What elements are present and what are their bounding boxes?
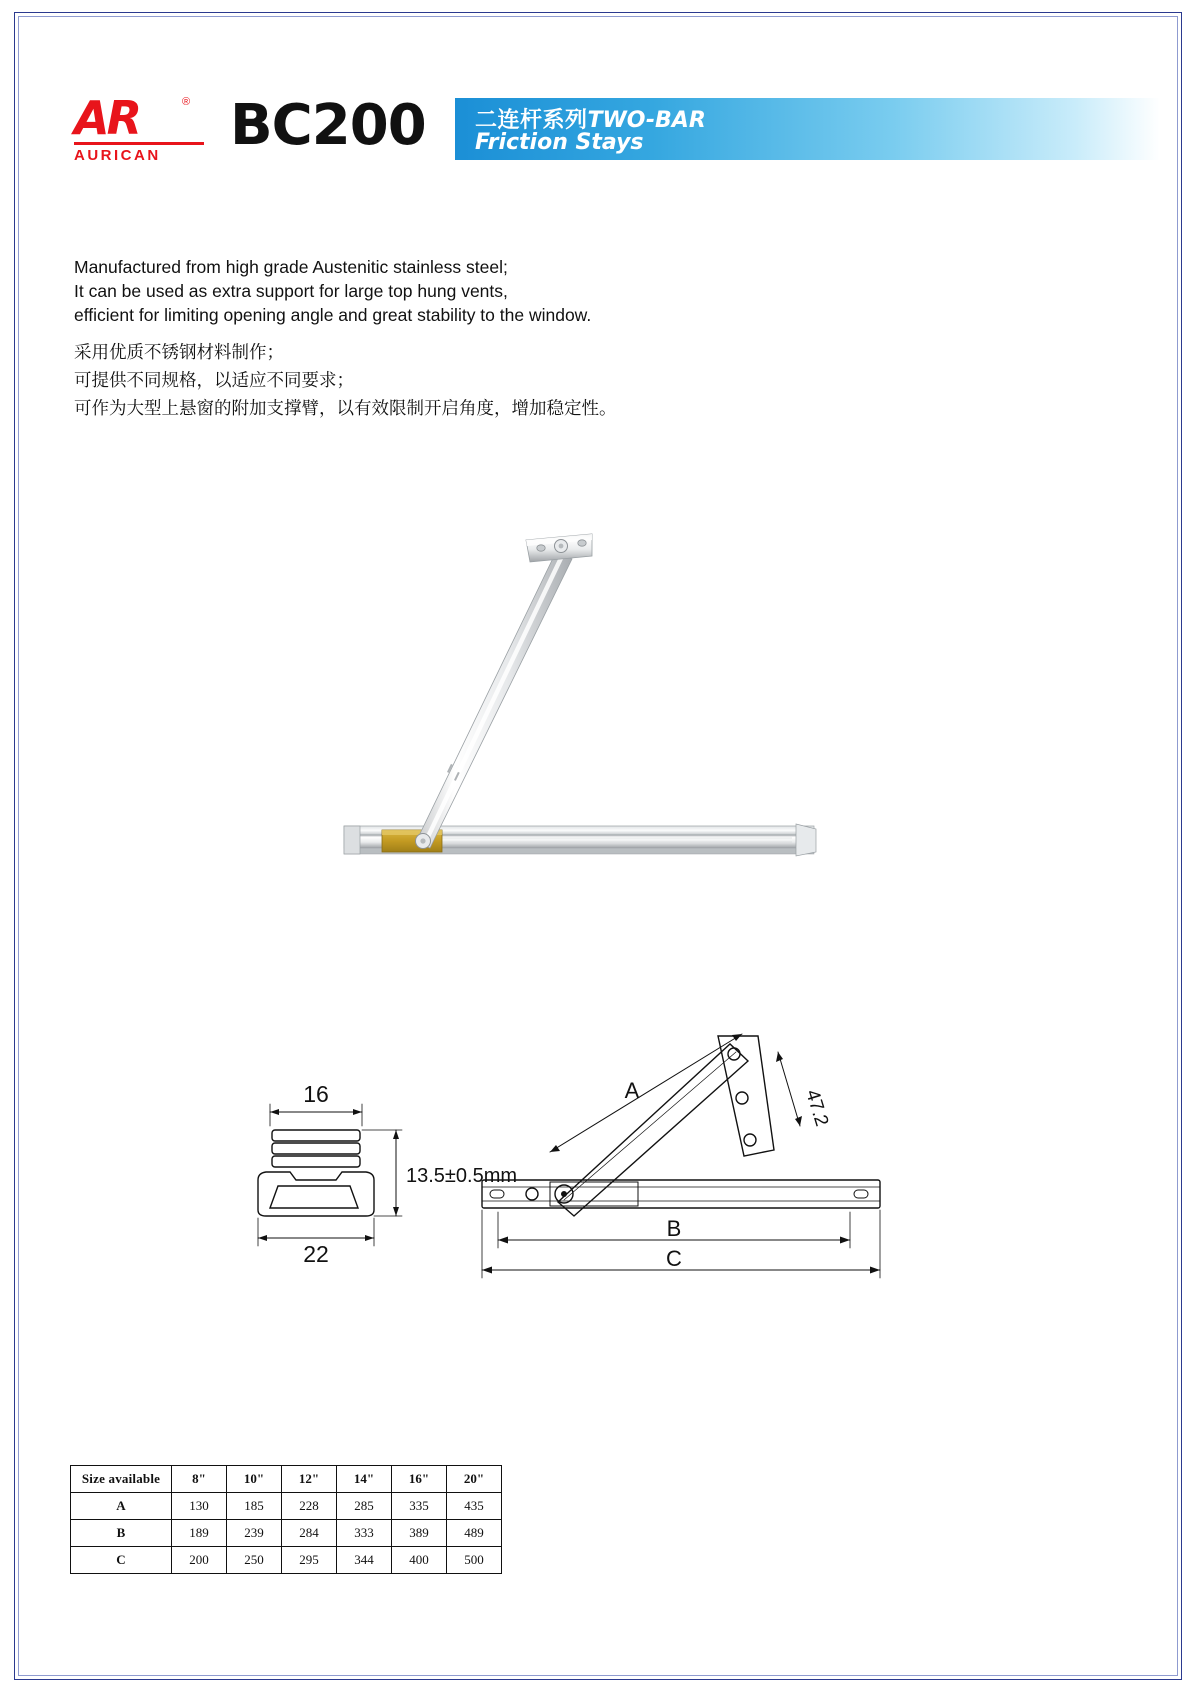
cell-c-14: 344	[337, 1547, 392, 1574]
product-model: BC200	[230, 93, 426, 158]
table-header-size-available: Size available	[71, 1466, 172, 1493]
description-en-line: efficient for limiting opening angle and great stability to the window.	[74, 305, 592, 325]
assembly-view	[482, 1034, 880, 1278]
cell-a-12: 228	[282, 1493, 337, 1520]
technical-drawings	[250, 1030, 950, 1330]
drawing-illustration	[250, 1030, 950, 1330]
product-photo	[330, 530, 900, 930]
dim-label-b: B	[666, 1216, 682, 1241]
photo-pivot-rivet	[416, 834, 431, 849]
table-header-size-10: 10"	[227, 1466, 282, 1493]
table-header-row	[71, 1466, 502, 1493]
photo-top-bracket	[526, 534, 592, 562]
description-en-line: Manufactured from high grade Austenitic stainless steel;	[74, 257, 508, 277]
dim-label-width-bottom: 22	[303, 1241, 329, 1267]
table-row	[71, 1493, 502, 1520]
cell-a-8: 130	[172, 1493, 227, 1520]
cell-b-8: 189	[172, 1520, 227, 1547]
specification-table-wrapper	[70, 1465, 502, 1574]
table-header-size-8: 8"	[172, 1466, 227, 1493]
page-header	[70, 88, 1160, 166]
cell-b-16: 389	[392, 1520, 447, 1547]
dim-label-c: C	[666, 1246, 682, 1271]
series-title-en: TWO-BAR	[587, 108, 706, 133]
dim-label-a: A	[624, 1078, 640, 1103]
description-chinese	[74, 339, 874, 423]
cell-a-20: 435	[447, 1493, 502, 1520]
cell-c-12: 295	[282, 1547, 337, 1574]
cell-b-14: 333	[337, 1520, 392, 1547]
cell-a-16: 335	[392, 1493, 447, 1520]
description-block	[74, 255, 874, 423]
row-label-a: A	[71, 1493, 172, 1520]
table-row	[71, 1520, 502, 1547]
brand-logo	[70, 91, 210, 164]
table-row	[71, 1547, 502, 1574]
product-photo-illustration	[330, 530, 900, 930]
table-header-size-12: 12"	[282, 1466, 337, 1493]
description-cn-line: 可提供不同规格，以适应不同要求；	[74, 371, 354, 391]
dim-label-width-top: 16	[303, 1081, 329, 1107]
section-view	[258, 1104, 402, 1246]
table-header-size-14: 14"	[337, 1466, 392, 1493]
series-title-cn: 二连杆系列	[475, 108, 588, 133]
description-cn-line: 可作为大型上悬窗的附加支撑臂，以有效限制开启角度，增加稳定性。	[74, 399, 617, 419]
cell-c-8: 200	[172, 1547, 227, 1574]
cell-b-12: 284	[282, 1520, 337, 1547]
photo-main-arm	[416, 552, 572, 848]
cell-b-10: 239	[227, 1520, 282, 1547]
specification-table	[70, 1465, 502, 1574]
cell-c-10: 250	[227, 1547, 282, 1574]
row-label-c: C	[71, 1547, 172, 1574]
brand-name: AURICAN	[74, 142, 204, 164]
table-header-size-16: 16"	[392, 1466, 447, 1493]
cell-c-20: 500	[447, 1547, 502, 1574]
description-en-line: It can be used as extra support for large top hung vents,	[74, 281, 508, 301]
dim-label-47-2: 47.2	[801, 1087, 833, 1129]
description-cn-line: 采用优质不锈钢材料制作；	[74, 343, 284, 363]
cell-c-16: 400	[392, 1547, 447, 1574]
dim-label-height: 13.5±0.5mm	[406, 1165, 518, 1187]
cell-a-14: 285	[337, 1493, 392, 1520]
registered-trademark-icon: ®	[182, 96, 191, 108]
description-english	[74, 255, 874, 327]
table-header-size-20: 20"	[447, 1466, 502, 1493]
cell-b-20: 489	[447, 1520, 502, 1547]
logo-mark-icon: AR	[74, 91, 140, 145]
header-banner	[455, 98, 1160, 160]
row-label-b: B	[71, 1520, 172, 1547]
header-subtitle: Friction Stays	[475, 130, 644, 155]
cell-a-10: 185	[227, 1493, 282, 1520]
